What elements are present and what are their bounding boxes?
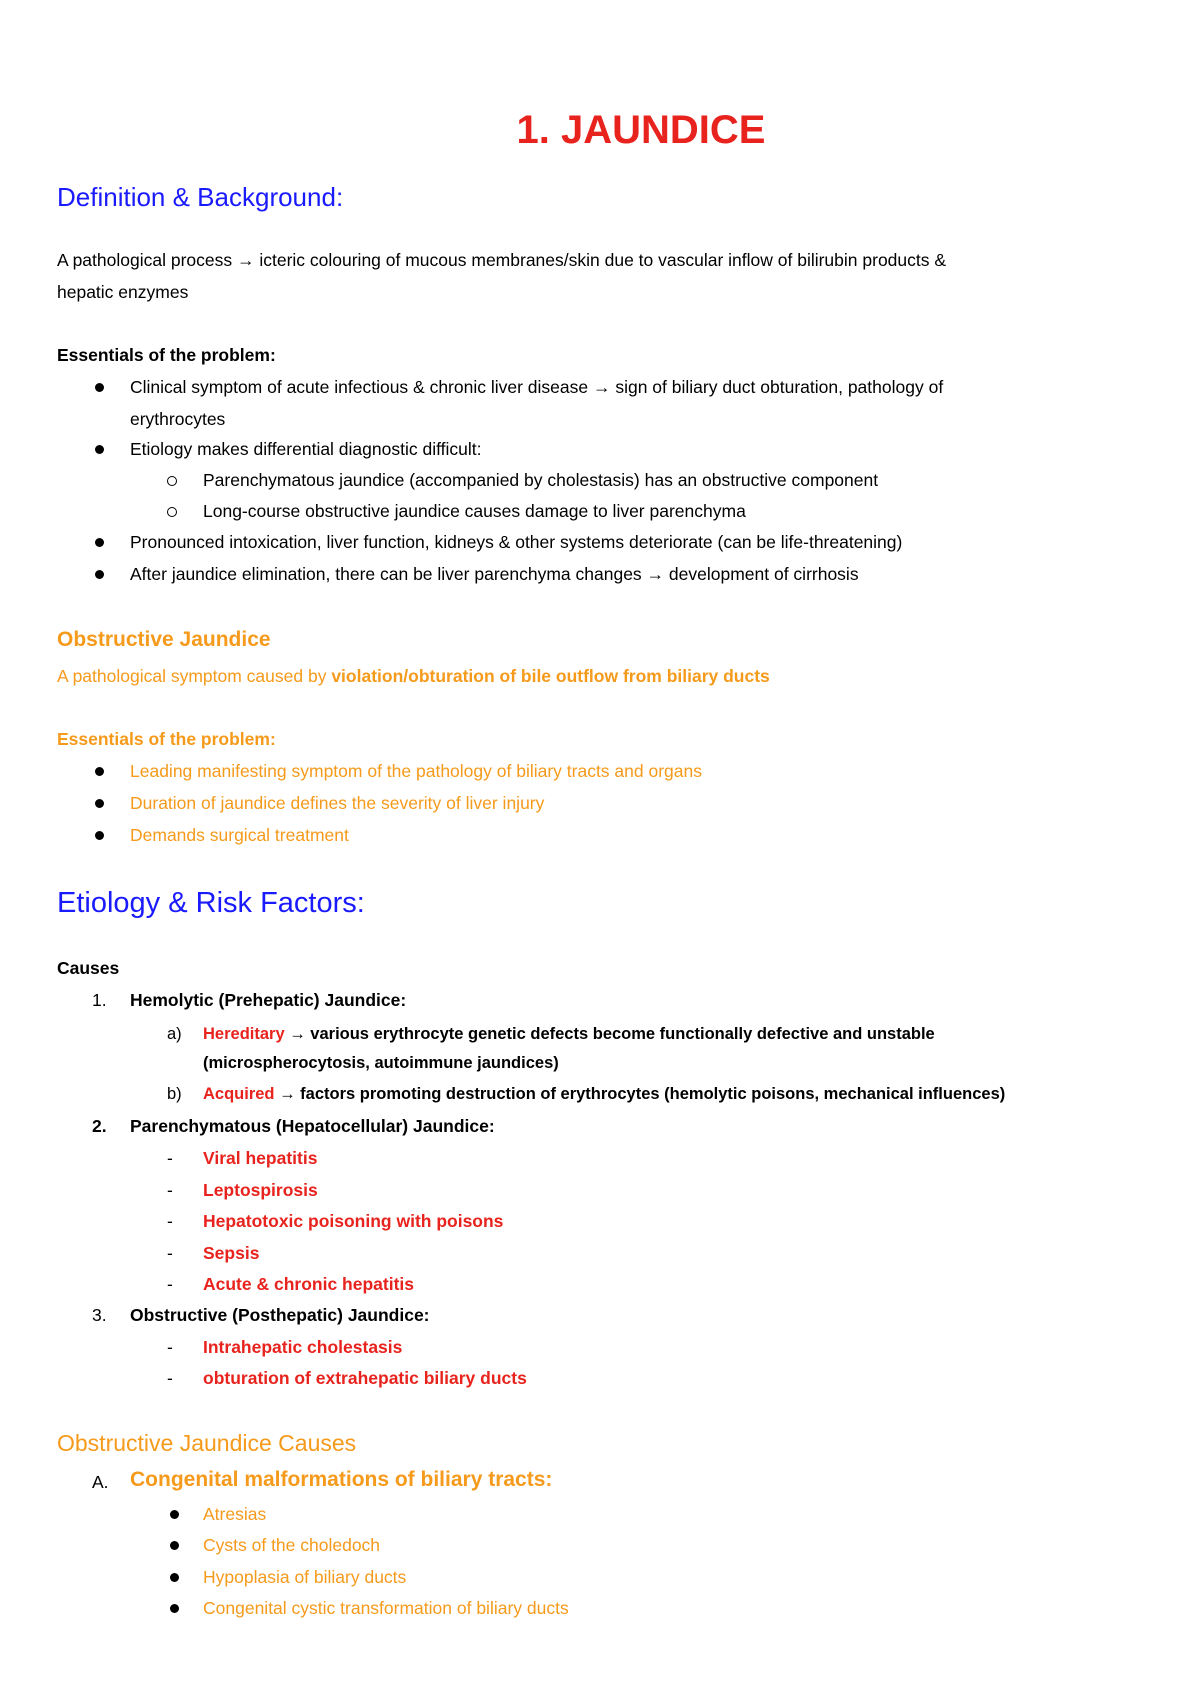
parenchymatous-sub: Sepsis: [203, 1243, 260, 1263]
parenchymatous-sub: Hepatotoxic poisoning with poisons: [203, 1211, 504, 1231]
dash-marker: -: [167, 1180, 173, 1200]
essentials-bullet-2: Etiology makes differential diagnostic difficult:: [130, 439, 482, 459]
definition-text-line2: hepatic enzymes: [57, 282, 189, 302]
bullet-icon: [170, 1510, 179, 1519]
list-letter: a): [167, 1025, 182, 1043]
congenital-heading: Congenital malformations of biliary tracts:: [130, 1468, 553, 1491]
bullet-icon: [170, 1541, 179, 1550]
essentials-bullet-4: After jaundice elimination, there can be liver parenchyma changes → development of cirrhosis: [130, 564, 859, 584]
bullet-icon: [95, 767, 104, 776]
obstructive-sub: Intrahepatic cholestasis: [203, 1337, 403, 1357]
congenital-bullet: Congenital cystic transformation of biliary ducts: [203, 1598, 569, 1618]
dash-marker: -: [167, 1337, 173, 1357]
congenital-bullet: Atresias: [203, 1504, 267, 1524]
essentials-heading: Essentials of the problem:: [57, 345, 276, 365]
hereditary-text: → various erythrocyte genetic defects become functionally defective and unstable: [284, 1025, 935, 1043]
parenchymatous-sub: Acute & chronic hepatitis: [203, 1274, 415, 1294]
essentials-bullet-1-line1: Clinical symptom of acute infectious & chronic liver disease → sign of biliary duct obturation, pathology of: [130, 377, 944, 397]
bullet-icon: [95, 799, 104, 808]
parenchymatous-sub: Leptospirosis: [203, 1180, 318, 1200]
obstructive-heading: Obstructive Jaundice: [57, 628, 271, 651]
list-number: 1.: [92, 990, 107, 1010]
obstructive-definition-prefix: A pathological symptom caused by: [57, 666, 332, 686]
parenchymatous-sub: Viral hepatitis: [203, 1148, 318, 1168]
hemolytic-hereditary: [203, 1025, 935, 1044]
definition-heading: Definition & Background:: [57, 182, 344, 212]
bullet-icon: [95, 831, 104, 840]
page-title: 1. JAUNDICE: [516, 108, 766, 152]
bullet-icon: [95, 383, 104, 392]
sub-bullet-icon: [167, 476, 177, 486]
essentials-sub-2: Long-course obstructive jaundice causes damage to liver parenchyma: [203, 501, 746, 521]
list-letter: b): [167, 1085, 182, 1103]
obstructive-essentials-heading: Essentials of the problem:: [57, 729, 276, 749]
cause-obstructive: Obstructive (Posthepatic) Jaundice:: [130, 1305, 430, 1325]
bullet-icon: [95, 445, 104, 454]
list-letter: A.: [92, 1472, 109, 1492]
obstructive-bullet-2: Duration of jaundice defines the severity of liver injury: [130, 793, 545, 813]
dash-marker: -: [167, 1274, 173, 1294]
congenital-bullet: Hypoplasia of biliary ducts: [203, 1567, 407, 1587]
dash-marker: -: [167, 1148, 173, 1168]
congenital-bullet: Cysts of the choledoch: [203, 1535, 381, 1555]
bullet-icon: [170, 1604, 179, 1613]
obstructive-definition: [57, 666, 770, 687]
cause-hemolytic: Hemolytic (Prehepatic) Jaundice:: [130, 990, 407, 1010]
dash-marker: -: [167, 1211, 173, 1231]
obstructive-bullet-3: Demands surgical treatment: [130, 825, 349, 845]
hemolytic-acquired: [203, 1085, 1005, 1104]
list-number: 3.: [92, 1305, 107, 1325]
obstructive-definition-emphasis: violation/obturation of bile outflow from biliary ducts: [331, 666, 770, 686]
definition-text-line1: A pathological process → icteric colouring of mucous membranes/skin due to vascular inflow of bilirubin products &: [57, 250, 947, 270]
hereditary-text-line2: (microspherocytosis, autoimmune jaundices): [203, 1054, 559, 1072]
bullet-icon: [95, 538, 104, 547]
dash-marker: -: [167, 1368, 173, 1388]
essentials-bullet-1-line2: erythrocytes: [130, 409, 226, 429]
cause-parenchymatous: Parenchymatous (Hepatocellular) Jaundice:: [130, 1116, 495, 1136]
bullet-icon: [170, 1573, 179, 1582]
essentials-bullet-3: Pronounced intoxication, liver function, kidneys & other systems deteriorate (can be life-threatening): [130, 532, 903, 552]
hereditary-label: Hereditary: [203, 1025, 285, 1043]
obstructive-bullet-1: Leading manifesting symptom of the pathology of biliary tracts and organs: [130, 761, 702, 781]
dash-marker: -: [167, 1243, 173, 1263]
causes-heading: Causes: [57, 958, 120, 978]
bullet-icon: [95, 570, 104, 579]
acquired-label: Acquired: [203, 1085, 275, 1103]
obstructive-sub: obturation of extrahepatic biliary ducts: [203, 1368, 527, 1388]
list-number: 2.: [92, 1116, 107, 1136]
obstructive-causes-heading: Obstructive Jaundice Causes: [57, 1430, 357, 1456]
etiology-heading: Etiology & Risk Factors:: [57, 887, 365, 919]
acquired-text: → factors promoting destruction of erythrocytes (hemolytic poisons, mechanical influences): [274, 1085, 1006, 1103]
essentials-sub-1: Parenchymatous jaundice (accompanied by cholestasis) has an obstructive component: [203, 470, 879, 490]
sub-bullet-icon: [167, 507, 177, 517]
